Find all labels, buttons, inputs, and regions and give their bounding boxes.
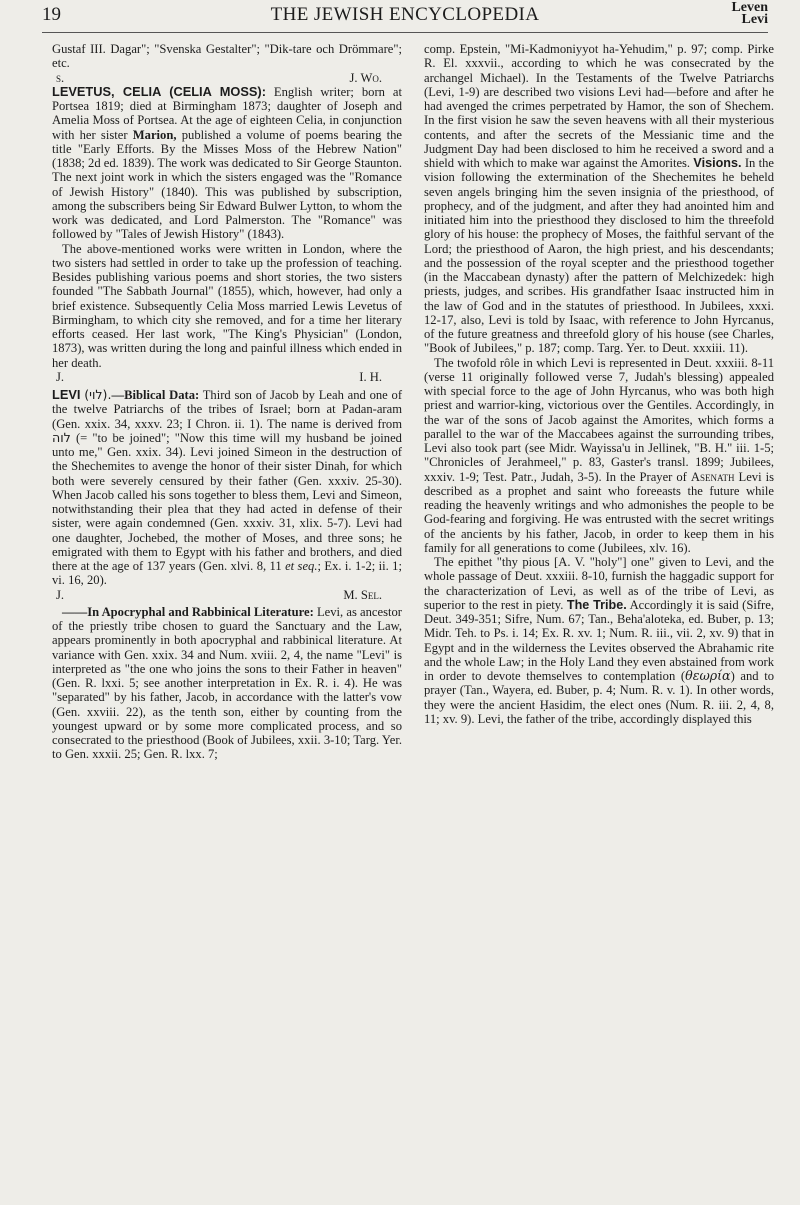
- header-rule: [42, 32, 768, 33]
- hebrew-text: (לוי).: [84, 387, 112, 402]
- headword-levi: LEVI: [52, 387, 81, 402]
- article-levetus: LEVETUS, CELIA (CELIA MOSS): English writer; born at Portsea 1819; died at Birmingham 1873; daughter of Joseph and Amelia Moss of Portsea. At the age of eighteen Celia, in conjunction with her sister Marion, published a volume of poems bearing the title "Early Efforts. By the Misses Moss of the Hebrew Nation" (1838; 2d ed. 1839). The work was dedicated to Sir George Staunton. The next joint work in which the sisters engaged was the "Romance of Jewish History" (1840). This was published by subscription, among the subscribers being Sir Edward Bulwer Lytton, to whom the work was dedicated, and Lord Palmerston. The "Romance" was followed by "Tales of Jewish History" (1843).: [52, 83, 402, 242]
- paragraph: The twofold rôle in which Levi is represented in Deut. xxxiii. 8-11 (verse 11 originally followed verse 7, Judah's blessing) appealed with special force to the age of John Hyrcanus, who was both high priest and warrior-king, victorious over the Gentiles. Accordingly, in the war of the sons of Jacob against the Amorites, which forms a parallel to the war of the Maccabees against the surrounding tribes, Levi also took part (see Midr. Wayissa'u in Jellinek, "B. H." iii. 1-5; "Chronicles of Jerahmeel," p. 83, Gaster's transl. 1899; Jubilees, xxxiv. 1-9; Test. Patr., Judah, 3-5). In the Prayer of Asenath Levi is described as a prophet and saint who foreeasts the future while reading the heavenly writings and who admonishes the people to be God-fearing and forgiving. He was entrusted with the secret writings of the ancients by his father, Jacob, in order to keep them in his family for all generations to come (Jubilees, xlv. 16).: [424, 355, 774, 555]
- margin-label-visions: Visions.: [693, 156, 742, 170]
- paragraph: The above-mentioned works were written in London, where the two sisters had settled in order to take up the profession of teaching. Besides publishing various poems and short stories, the two sisters founded "The Sabbath Journal" (1855), which, however, had only a brief existence. Subsequently Celia Moss married Lewis Levetus of Birmingham, to which city she removed, and for a time her literary efforts ceased. Her last work, "The King's Physician" (London, 1873), was written during the long and painful illness which ended in her death.: [52, 241, 402, 370]
- running-header: [42, 2, 768, 28]
- article-signature: J. M. Sel.: [56, 587, 382, 602]
- section-apocryphal: ——In Apocryphal and Rabbinical Literature: Levi, as ancestor of the priestly tribe chosen to guard the Sanctuary and the Law, appears prominently in both apocryphal and rabbinical literature. At variance with Gen. xxix. 34 and Num. xviii. 2, 4, the name "Levi" is interpreted as "the one who joins the sons to their Father in heaven" (Gen. R. lxxi. 5; see another interpretation in Ex. R. i. 4). He was "separated" by his father, Jacob, in accordance with the latter's vow (Gen. xxviii. 22), as the tenth son, either by counting from the youngest upward or by some more complicated process, and so consecrated to the priesthood (Book of Jubilees, xxii. 3-10; Targ. Yer. to Gen. xxxii. 25; Gen. R. lxx. 7;: [52, 604, 402, 762]
- headword-levetus: LEVETUS, CELIA (CELIA MOSS):: [52, 83, 266, 99]
- right-column: [424, 42, 774, 762]
- paragraph: comp. Epstein, "Mi-Kadmoniyyot ha-Yehudim," p. 97; comp. Pirke R. El. xxxvii., according to which he was consecrated by the archangel Michael). In the Testaments of the Twelve Patriarchs (Levi, 1-9) are described two visions Levi had—before and after he had avenged the crimes perpetrated by Hamor, the son of Shechem. In the first vision he saw the seven heavens with all their mysterious contents, and after the secrets of the Messianic time and the Judgment Day had been disclosed to him he received a sword and a shield with which to make war against the Amorites. Visions. In the vision following the extermination of the Shechemites he beheld seven angels bringing him the seven insignia of the priesthood, of prophecy, and of the judgment, and after they had anointed him and initiated him into the priesthood they disclosed to him the threefold glory of his house: the prophecy of Moses, the faithful servant of the Lord; the priesthood of Aaron, the high priest, and his descendants; and the possession of the royal scepter and the priesthood together (in the Maccabean dynasty) after the pattern of Melchizedek: high priests, judges, and scribes. His grandfather Isaac instructed him in the law of God and in the statutes of priesthood. In Jubilees, xxxi. 12-17, also, Levi is told by Isaac, with reference to John Hyrcanus, of the future greatness and threefold glory of his house (see Charles, "Book of Jubilees," p. 187; comp. Targ. Yer. to Deut. xxxiii. 11).: [424, 42, 775, 356]
- cross-reference-asenath[interactable]: Asenath: [690, 469, 735, 484]
- article-signature: J. I. H.: [56, 369, 382, 384]
- paragraph: The epithet "thy pious [A. V. "holy"] one" given to Levi, and the whole passage of Deut. xxxiii. 8-10, furnish the haggadic support for the characterization of Levi, as well as of the tribe of Levi, as superior to the rest in piety. The Tribe. Accordingly it is said (Sifre, Deut. 349-351; Sifre, Num. 67; Tan., Beha'aloteka, ed. Buber, p. 13; Midr. Teh. to Ps. i. 14; Ex. R. xv. 1; Num. R. iii., vii. 2, xv. 9) that in Egypt and in the wilderness the Levites observed the Abrahamic rite and the whole Law; in the Holy Land they even abstained from work in order to devote themselves to contemplation (θεωρία) and to prayer (Tan., Wayera, ed. Buber, p. 4; Num. R. v. 1). In other words, they were the ancient Ḥasidim, the elect ones (Num. R. iii. 2, 4, 8, 11; xv. 9). Levi, the father of the tribe, accordingly displayed this: [424, 555, 774, 726]
- catchword-top: Leven: [731, 0, 768, 15]
- catchword-bottom: Levi: [741, 12, 768, 27]
- greek-text: θεωρία: [685, 668, 731, 683]
- article-continuation: Gustaf III. Dagar"; "Svenska Gestalter"; "Dik-tare och Drömmare"; etc.: [52, 42, 402, 71]
- cross-reference-marion[interactable]: Marion,: [132, 127, 177, 142]
- article-levi: LEVI (לוי).—Biblical Data: Third son of Jacob by Leah and one of the twelve Patriarchs of the tribes of Israel; born at Padan-aram (Gen. xxix. 34, xxxv. 23; I Chron. ii. 1). The name is derived from לוה (= "to be joined"; "Now this time will my husband be joined unto me," Gen. xxix. 34). Levi joined Simeon in the destruction of the Shechemites to avenge the honor of their sister Dinah, for which both were severely censured by their father (Gen. xxxiv. 25-30). When Jacob called his sons together to bless them, Levi and Simeon, notwithstanding their plea that they had acted in defense of their sister, were again condemned (Gen. xxxiv. 31, xlix. 5-7). Levi had one daughter, Jochebed, the mother of Moses, and three sons; he emigrated with them to Egypt with his father and brothers, and died there at the age of 137 years (Gen. xlvi. 8, 11 et seq.; Ex. i. 1-2; ii. 1; vi. 16, 20).: [52, 387, 403, 588]
- page-number: 19: [42, 4, 61, 25]
- left-column: [52, 42, 402, 762]
- hebrew-text: לוה: [52, 429, 71, 445]
- subheading-apocryphal: ——In Apocryphal and Rabbinical Literature:: [62, 604, 314, 619]
- catchwords: [731, 2, 768, 26]
- header-title: THE JEWISH ENCYCLOPEDIA: [270, 4, 540, 25]
- margin-label-the-tribe: The Tribe.: [566, 597, 627, 612]
- text-columns: [52, 42, 774, 762]
- subheading-biblical-data: —Biblical Data:: [111, 388, 200, 402]
- article-signature: s. J. Wo.: [56, 70, 382, 85]
